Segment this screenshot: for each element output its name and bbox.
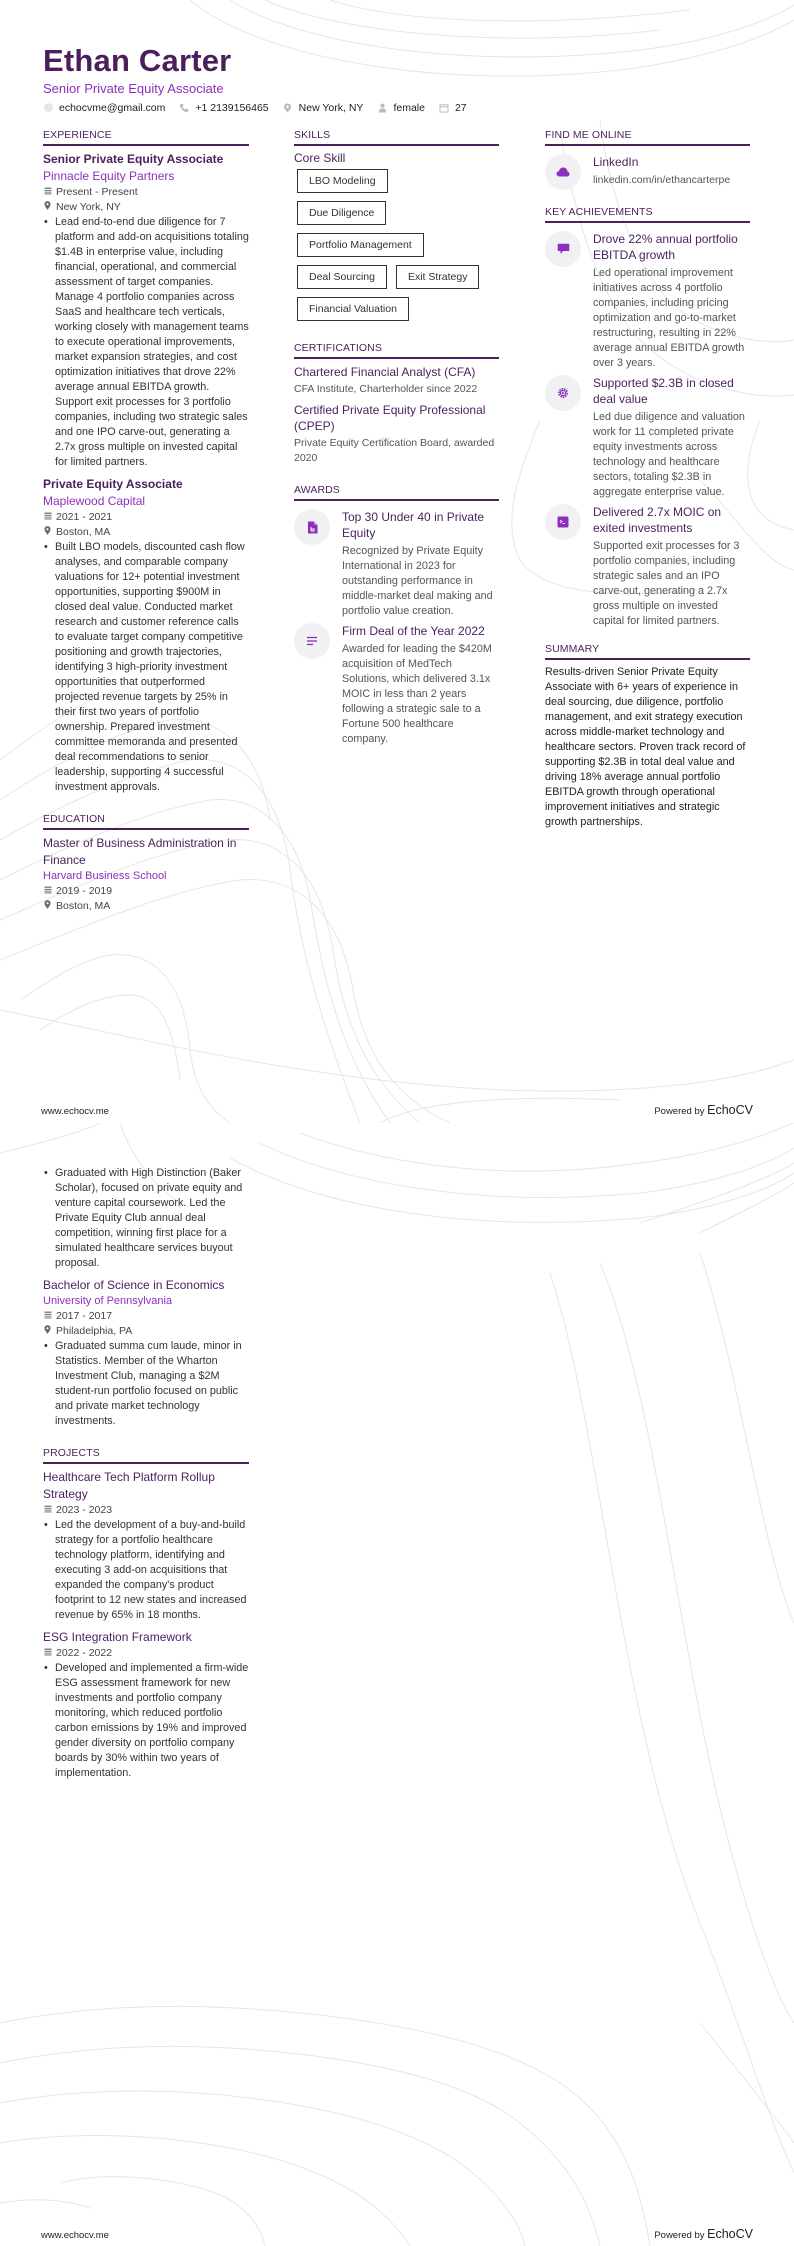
- achievement-item: [545, 231, 750, 371]
- document-icon: [294, 509, 330, 545]
- online-heading: FIND ME ONLINE: [545, 129, 750, 146]
- skills-subheading: Core Skill: [294, 151, 346, 165]
- online-section: [545, 129, 750, 190]
- contact-location: [283, 102, 364, 114]
- skills-section: [294, 129, 499, 329]
- certification-name: Certified Private Equity Professional (CPEP): [294, 403, 486, 433]
- email-value: echocvme@gmail.com: [59, 102, 166, 114]
- location-pin-icon: [43, 525, 52, 540]
- candidate-name: Ethan Carter: [43, 43, 232, 78]
- calendar-icon: [439, 103, 449, 113]
- location-value: New York, NY: [298, 102, 364, 114]
- experience-section: [43, 129, 249, 795]
- lines-icon: [294, 623, 330, 659]
- gender-value: female: [393, 102, 425, 114]
- skill-chip: LBO Modeling: [297, 169, 388, 193]
- certifications-heading: CERTIFICATIONS: [294, 342, 499, 359]
- achievement-title: Drove 22% annual portfolio EBITDA growth: [593, 232, 738, 262]
- calendar-icon: [43, 1503, 52, 1518]
- projects-heading: PROJECTS: [43, 1447, 249, 1464]
- at-icon: [43, 103, 53, 113]
- right-column: [545, 129, 750, 830]
- job-title: Private Equity Associate: [43, 477, 183, 491]
- calendar-icon: [43, 1646, 52, 1661]
- skill-chip: Financial Valuation: [297, 297, 409, 321]
- resume-header: [43, 44, 481, 114]
- skill-chip: Deal Sourcing: [297, 265, 387, 289]
- education-description: • Graduated summa cum laude, minor in Statistics. Member of the Wharton Investment Club, managing a $2M student-run portfolio focused on public and private market technology investments.: [43, 1339, 249, 1429]
- powered-by: Powered by EchoCV: [654, 1103, 753, 1117]
- award-title: Top 30 Under 40 in Private Equity: [342, 510, 485, 540]
- linkedin-label: LinkedIn: [593, 155, 639, 169]
- summary-section: [545, 643, 750, 830]
- project-item: [43, 1629, 249, 1781]
- location-pin-icon: [43, 899, 52, 914]
- experience-item: [43, 151, 249, 470]
- powered-by: Powered by EchoCV: [654, 2227, 753, 2241]
- awards-section: [294, 484, 499, 747]
- project-description: • Led the development of a buy-and-build strategy for a portfolio healthcare technology platform, identifying and executing 3 add-on acquisitions that expanded the company's product footprint to 12 new states and increased revenue by 65% in 18 months.: [43, 1518, 249, 1623]
- job-location: New York, NY: [43, 200, 249, 215]
- terminal-icon: [545, 504, 581, 540]
- calendar-icon: [43, 510, 52, 525]
- certification-item: [294, 402, 499, 466]
- education-heading: EDUCATION: [43, 813, 249, 830]
- contact-gender: [377, 102, 425, 114]
- middle-column: [294, 129, 499, 750]
- contact-age: [439, 102, 467, 114]
- award-description: Awarded for leading the $420M acquisition of MedTech Solutions, which delivered 3.1x MOIC in less than 2 years following a strategic sale to a Fortune 500 healthcare company.: [342, 643, 492, 745]
- age-value: 27: [454, 102, 467, 114]
- chat-bubble-icon: [545, 231, 581, 267]
- online-profile-linkedin[interactable]: [545, 154, 750, 190]
- school-name: University of Pennsylvania: [43, 1295, 173, 1307]
- project-name: Healthcare Tech Platform Rollup Strategy: [43, 1470, 215, 1501]
- achievement-title: Delivered 2.7x MOIC on exited investments: [593, 505, 722, 535]
- projects-section: [43, 1447, 249, 1781]
- summary-heading: SUMMARY: [545, 643, 750, 660]
- location-pin-icon: [283, 103, 293, 113]
- gear-icon: [545, 375, 581, 411]
- summary-text: Results-driven Senior Private Equity Associate with 6+ years of experience in deal sourcing, due diligence, portfolio management, and exit strategy execution across middle-market technology and healthcare sectors. Proven track record of supporting $2.3B in total deal value and driving 18% average annual portfolio EBITDA growth through operational improvement initiatives and strategic growth partnerships.: [545, 666, 746, 828]
- education-item: [43, 835, 249, 914]
- job-dates: 2021 - 2021: [43, 510, 249, 525]
- cloud-icon: [545, 154, 581, 190]
- phone-icon: [179, 103, 189, 113]
- calendar-icon: [43, 1309, 52, 1324]
- company-name: Pinnacle Equity Partners: [43, 169, 175, 183]
- left-column-continued: [43, 1166, 249, 1781]
- skill-chips: [297, 169, 499, 329]
- contact-email[interactable]: [43, 102, 165, 114]
- left-column: [43, 129, 249, 914]
- school-name: Harvard Business School: [43, 870, 167, 882]
- degree-name: Bachelor of Science in Economics: [43, 1278, 225, 1292]
- brand-name: EchoCV: [707, 1103, 753, 1117]
- achievements-heading: KEY ACHIEVEMENTS: [545, 206, 750, 223]
- award-description: Recognized by Private Equity International in 2023 for outstanding performance in middle-market deal making and portfolio value creation.: [342, 545, 493, 617]
- website-link[interactable]: www.echocv.me: [41, 1106, 109, 1117]
- company-name: Maplewood Capital: [43, 494, 146, 508]
- award-item: [294, 509, 499, 619]
- achievement-item: [545, 375, 750, 500]
- experience-heading: EXPERIENCE: [43, 129, 249, 146]
- award-item: [294, 623, 499, 747]
- education-location: Boston, MA: [43, 899, 249, 914]
- education-location: Philadelphia, PA: [43, 1324, 249, 1339]
- skill-chip: Exit Strategy: [396, 265, 480, 289]
- education-dates: 2019 - 2019: [43, 884, 249, 899]
- project-description: • Developed and implemented a firm-wide ESG assessment framework for new investments and portfolio company monitoring, which reduced portfolio carbon emissions by 19% and improved gender diversity on portfolio company boards by 30% within two years of implementation.: [43, 1661, 249, 1781]
- job-description: • Built LBO models, discounted cash flow analyses, and comparable company valuations for 12+ potential investment opportunities, supporting $900M in closed deal value. Conducted market research and customer reference calls to evaluate target company competitive positioning and growth trajectories, identifying 3 high-priority investment opportunities that outperformed projected revenue targets by 25% in their first two years of portfolio ownership. Prepared investment committee memoranda and presented deal recommendations to senior leadership, supporting 4 successful investment approvals.: [43, 540, 249, 795]
- website-link[interactable]: www.echocv.me: [41, 2230, 109, 2241]
- project-name: ESG Integration Framework: [43, 1630, 192, 1644]
- project-item: [43, 1469, 249, 1623]
- location-pin-icon: [43, 1324, 52, 1339]
- certification-item: [294, 364, 499, 397]
- achievement-item: [545, 504, 750, 629]
- achievement-title: Supported $2.3B in closed deal value: [593, 376, 734, 406]
- certification-name: Chartered Financial Analyst (CFA): [294, 365, 476, 379]
- skill-chip: Due Diligence: [297, 201, 386, 225]
- awards-heading: AWARDS: [294, 484, 499, 501]
- phone-value: +1 2139156465: [195, 102, 269, 114]
- certification-issuer: Private Equity Certification Board, awarded 2020: [294, 437, 495, 464]
- calendar-icon: [43, 884, 52, 899]
- contact-phone[interactable]: [179, 102, 268, 114]
- user-icon: [377, 103, 387, 113]
- skills-heading: SKILLS: [294, 129, 499, 146]
- certification-issuer: CFA Institute, Charterholder since 2022: [294, 383, 478, 395]
- experience-item: [43, 476, 249, 795]
- project-dates: 2023 - 2023: [43, 1503, 249, 1518]
- contact-bar: [43, 102, 481, 114]
- location-pin-icon: [43, 200, 52, 215]
- education-section: [43, 813, 249, 914]
- page-footer: [41, 2227, 753, 2241]
- job-location: Boston, MA: [43, 525, 249, 540]
- achievement-description: Led operational improvement initiatives across 4 portfolio companies, including pricing optimization and go-to-market restructuring, resulting in 22% average annual EBITDA growth over 3 years.: [593, 267, 745, 369]
- achievements-section: [545, 206, 750, 629]
- candidate-title: Senior Private Equity Associate: [43, 81, 224, 96]
- degree-name: Master of Business Administration in Finance: [43, 836, 237, 867]
- page-footer: [41, 1103, 753, 1117]
- education-dates: 2017 - 2017: [43, 1309, 249, 1324]
- job-title: Senior Private Equity Associate: [43, 152, 224, 166]
- resume-page-2: [0, 1123, 794, 2246]
- skill-chip: Portfolio Management: [297, 233, 424, 257]
- education-description: • Graduated with High Distinction (Baker Scholar), focused on private equity and venture capital coursework. Led the Private Equity Club annual deal competition, winning first place for a simulated healthcare services buyout proposal.: [43, 1166, 249, 1271]
- project-dates: 2022 - 2022: [43, 1646, 249, 1661]
- calendar-icon: [43, 185, 52, 200]
- job-dates: Present - Present: [43, 185, 249, 200]
- linkedin-url[interactable]: linkedin.com/in/ethancarterpe: [593, 174, 731, 186]
- achievement-description: Led due diligence and valuation work for 11 completed private equity investments across technology and healthcare sectors, totaling $2.3B in aggregate enterprise value.: [593, 411, 745, 498]
- certifications-section: [294, 342, 499, 466]
- award-title: Firm Deal of the Year 2022: [342, 624, 485, 638]
- education-item: [43, 1277, 249, 1429]
- job-description: • Lead end-to-end due diligence for 7 platform and add-on acquisitions totaling $1.4B in enterprise value, including financial, operational, and commercial assessment of target companies. Manage 4 portfolio companies across SaaS and healthcare tech verticals, working closely with management teams to execute operational improvements, market expansion strategies, and cost optimization initiatives that drove 22% average annual EBITDA growth. Support exit processes for 3 portfolio companies, including two strategic sales and one IPO carve-out, generating a 2.7x gross multiple on invested capital for limited partners.: [43, 215, 249, 470]
- brand-name: EchoCV: [707, 2227, 753, 2241]
- achievement-description: Supported exit processes for 3 portfolio companies, including strategic sales and an IPO carve-out, generating a 2.7x gross multiple on invested capital for limited partners.: [593, 540, 740, 627]
